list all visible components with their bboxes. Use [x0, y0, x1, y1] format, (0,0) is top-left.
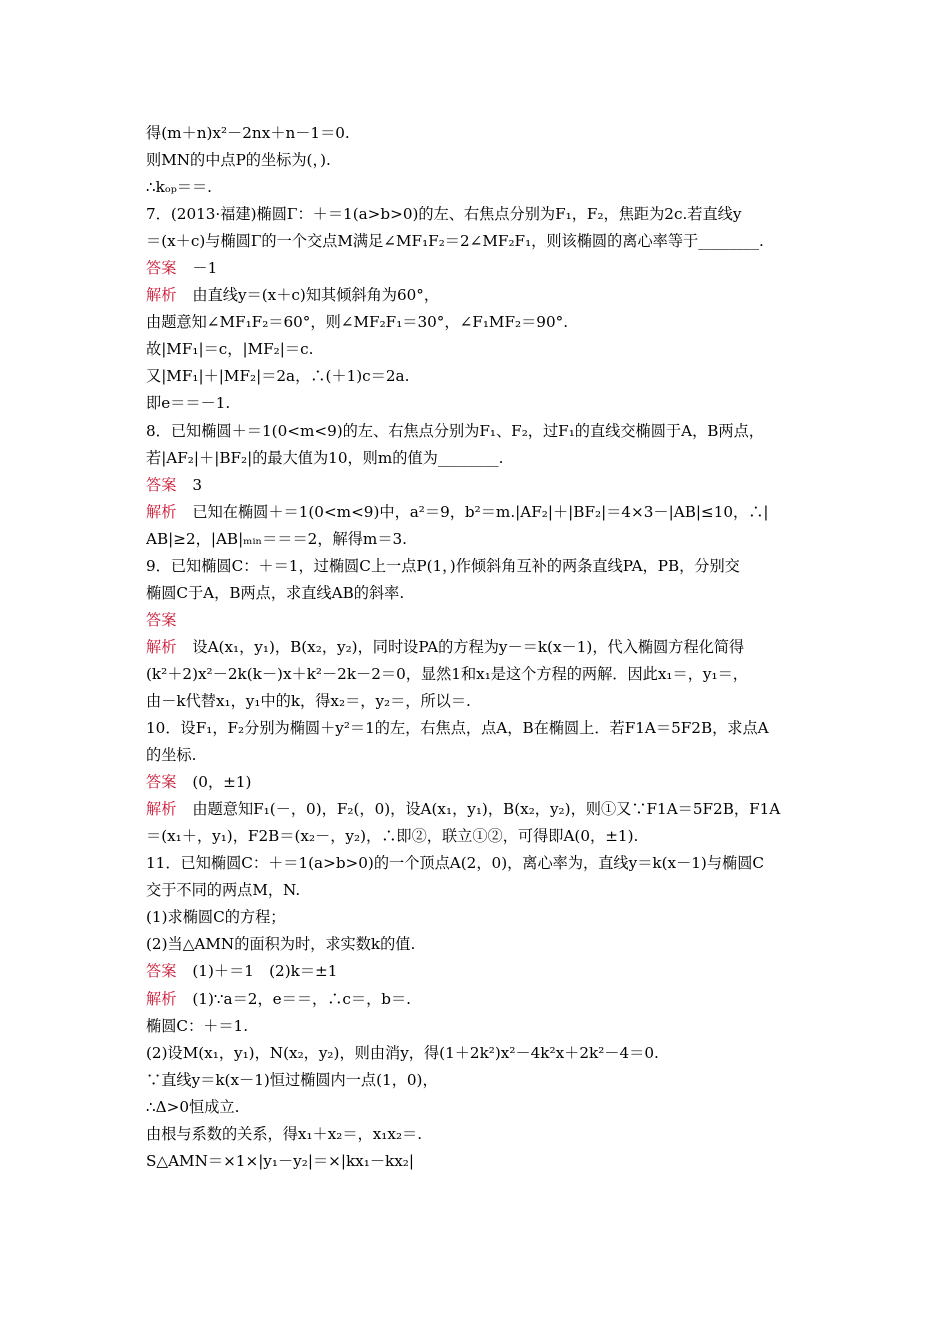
line-text: S△AMN＝×1×|y₁－y₂|＝×|kx₁－kx₂| [146, 1151, 414, 1170]
text-line [146, 634, 816, 661]
text-line [146, 796, 816, 823]
line-text: (2)设M(x₁，y₁)，N(x₂，y₂)，则由消y，得(1＋2k²)x²－4k²x＋2k²－4＝0. [146, 1043, 659, 1062]
line-text: (k²＋2)x²－2k(k－)x＋k²－2k－2＝0，显然1和x₁是这个方程的两解．因此x₁＝，y₁＝， [146, 664, 748, 683]
text-line [146, 120, 816, 147]
line-text: 则MN的中点P的坐标为(，). [146, 151, 331, 170]
line-text: ＝(x＋c)与椭圆Γ的一个交点M满足∠MF₁F₂＝2∠MF₂F₁，则该椭圆的离心率等于________. [146, 232, 764, 251]
text-line [146, 607, 816, 634]
text-line [146, 688, 816, 715]
text-line [146, 769, 816, 796]
line-text: 椭圆C：＋＝1. [146, 1016, 249, 1035]
text-line [146, 418, 816, 445]
line-text: 故|MF₁|＝c，|MF₂|＝c. [146, 340, 314, 359]
text-line [146, 1040, 816, 1067]
line-text: (1)求椭圆C的方程； [146, 908, 286, 927]
analysis-label: 解析 [146, 286, 177, 305]
line-text: 由根与系数的关系，得x₁＋x₂＝，x₁x₂＝. [146, 1124, 423, 1143]
line-text: 的坐标. [146, 746, 197, 765]
answer-label: 答案 [146, 773, 177, 792]
text-line [146, 1013, 816, 1040]
text-line [146, 174, 816, 201]
line-text: (1)＋＝1 (2)k＝±1 [192, 962, 338, 981]
text-line [146, 147, 816, 174]
line-text: (0，±1) [192, 773, 252, 792]
text-line [146, 1121, 816, 1148]
text-line [146, 904, 816, 931]
line-text: 10．设F₁，F₂分别为椭圆＋y²＝1的左，右焦点，点A，B在椭圆上．若F1A＝5F2B，求点A [146, 719, 769, 738]
analysis-label: 解析 [146, 989, 177, 1008]
text-line [146, 363, 816, 390]
line-text: 得(m＋n)x²－2nx＋n－1＝0. [146, 124, 350, 142]
line-text: 由题意知∠MF₁F₂＝60°，则∠MF₂F₁＝30°，∠F₁MF₂＝90°. [146, 313, 569, 332]
line-text: ∴kₒₚ＝＝. [146, 178, 212, 197]
line-text: 又|MF₁|＋|MF₂|＝2a，∴(＋1)c＝2a. [146, 367, 410, 386]
text-line [146, 309, 816, 336]
line-text: ∴Δ>0恒成立. [146, 1097, 240, 1116]
answer-label: 答案 [146, 610, 177, 629]
line-text: 由题意知F₁(－，0)，F₂(，0)，设A(x₁，y₁)，B(x₂，y₂)，则①又∵F1A＝5F2B，F1A [192, 800, 781, 819]
line-text: 若|AF₂|＋|BF₂|的最大值为10，则m的值为________. [146, 448, 504, 467]
line-text: 由－k代替x₁，y₁中的k，得x₂＝，y₂＝，所以＝. [146, 691, 471, 710]
text-line [146, 877, 816, 904]
analysis-label: 解析 [146, 637, 177, 656]
text-line [146, 472, 816, 499]
answer-label: 答案 [146, 259, 177, 278]
line-text: 由直线y＝(x＋c)知其倾斜角为60°， [192, 286, 440, 305]
text-line [146, 661, 816, 688]
text-line [146, 1094, 816, 1121]
text-line [146, 1148, 816, 1175]
line-text: (1)∵a＝2，e＝＝，∴c＝，b＝. [192, 989, 411, 1008]
line-text: ∵直线y＝k(x－1)恒过椭圆内一点(1，0)， [146, 1070, 438, 1089]
text-line [146, 1067, 816, 1094]
text-line [146, 282, 816, 309]
analysis-label: 解析 [146, 502, 177, 521]
line-text: 3 [192, 475, 203, 494]
text-line [146, 553, 816, 580]
text-line [146, 715, 816, 742]
line-text: 设A(x₁，y₁)，B(x₂，y₂)，同时设PA的方程为y－＝k(x－1)，代入椭圆方程化简得 [192, 637, 745, 656]
text-line [146, 499, 816, 526]
line-text: 8．已知椭圆＋＝1(0<m<9)的左、右焦点分别为F₁、F₂，过F₁的直线交椭圆于A，B两点， [146, 421, 764, 440]
text-line [146, 931, 816, 958]
line-text: 7．(2013·福建)椭圆Γ：＋＝1(a>b>0)的左、右焦点分别为F₁，F₂，焦距为2c.若直线y [146, 205, 742, 224]
text-line [146, 255, 816, 282]
text-line [146, 390, 816, 417]
text-line [146, 958, 816, 985]
line-text: 椭圆C于A，B两点，求直线AB的斜率. [146, 583, 405, 602]
text-line [146, 986, 816, 1013]
text-line [146, 742, 816, 769]
line-text: 9．已知椭圆C：＋＝1，过椭圆C上一点P(1，)作倾斜角互补的两条直线PA，PB，分别交 [146, 556, 740, 575]
text-line [146, 526, 816, 553]
text-line [146, 850, 816, 877]
answer-label: 答案 [146, 475, 177, 494]
line-text: 已知在椭圆＋＝1(0<m<9)中，a²＝9，b²＝m.|AF₂|＋|BF₂|＝4×3－|AB|≤10，∴| [192, 502, 769, 521]
text-line [146, 580, 816, 607]
line-text: 11．已知椭圆C：＋＝1(a>b>0)的一个顶点A(2，0)，离心率为，直线y＝k(x－1)与椭圆C [146, 854, 765, 873]
text-line [146, 228, 816, 255]
document-body [146, 120, 816, 1175]
answer-label: 答案 [146, 962, 177, 981]
text-line [146, 336, 816, 363]
text-line [146, 445, 816, 472]
line-text: (2)当△AMN的面积为时，求实数k的值. [146, 935, 416, 954]
line-text: 即e＝＝－1. [146, 394, 231, 413]
line-text: 交于不同的两点M，N. [146, 881, 301, 900]
line-text: －1 [192, 259, 218, 278]
text-line [146, 201, 816, 228]
line-text: ＝(x₁＋，y₁)，F2B＝(x₂－，y₂)，∴即②，联立①②，可得即A(0，±1). [146, 827, 639, 846]
line-text: AB|≥2，|AB|ₘᵢₙ＝＝＝2，解得m＝3. [146, 529, 407, 548]
analysis-label: 解析 [146, 800, 177, 819]
text-line [146, 823, 816, 850]
